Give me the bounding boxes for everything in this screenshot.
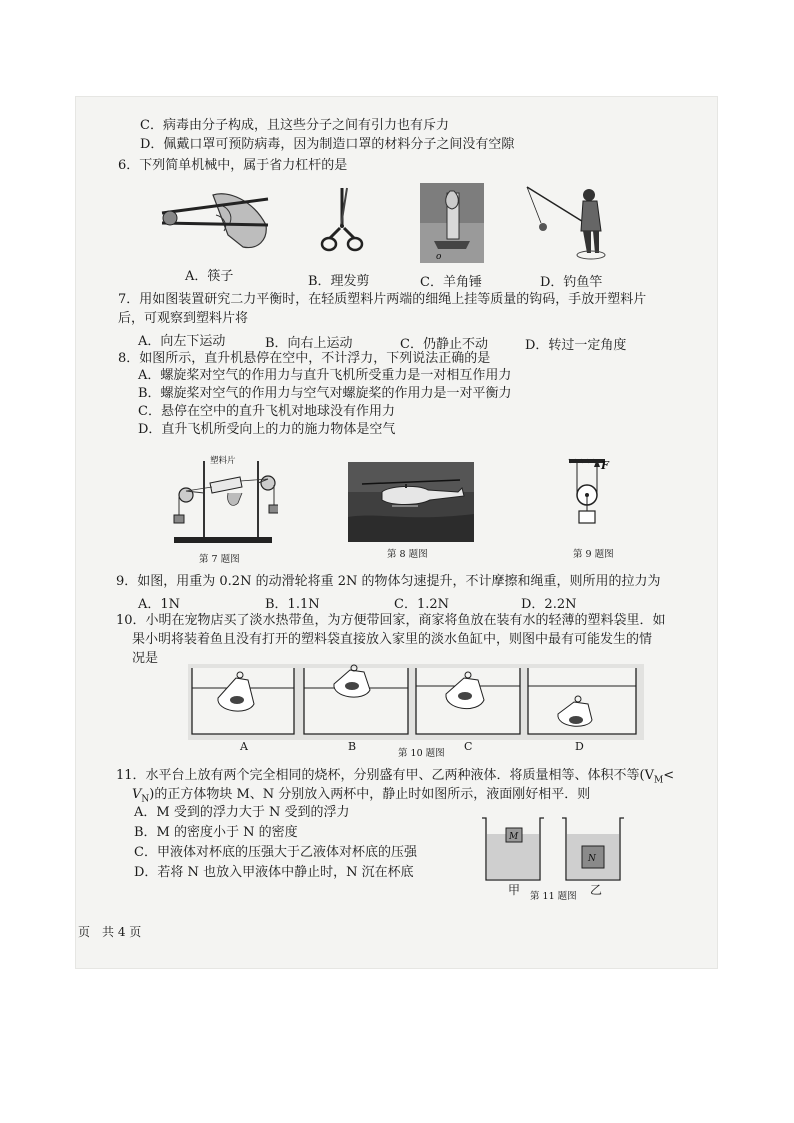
tank-a bbox=[192, 668, 294, 734]
page-footer: 页 共 4 页 bbox=[78, 925, 142, 939]
q11-line1: 11．水平台上放有两个完全相同的烧杯，分别盛有甲、乙两种液体．将质量相等、体积不等($V_M<$ bbox=[116, 768, 675, 786]
q7-stem-line1: 7．用如图装置研究二力平衡时，在轻质塑料片两端的细绳上挂等质量的钩码，手放开塑料片 bbox=[118, 292, 647, 307]
q7-option-a: A．向左下运动 bbox=[138, 334, 226, 349]
beaker-left-label: 甲 bbox=[508, 883, 521, 897]
q8-option-b: B．螺旋桨对空气的作用力与空气对螺旋桨的作用力是一对平衡力 bbox=[138, 386, 512, 401]
q9-stem: 9．如图，用重为 0.2N 的动滑轮将重 2N 的物体匀速提升，不计摩擦和绳重，则所用的拉力为 bbox=[116, 574, 661, 589]
fig8-helicopter-photo bbox=[348, 462, 474, 542]
q9-option-a: A．1N bbox=[138, 597, 181, 612]
q10-line2: 果小明将装着鱼且没有打开的塑料袋直接放入家里的淡水鱼缸中，则图中最有可能发生的情 bbox=[132, 632, 653, 647]
q6-option-c: C．羊角锤 bbox=[420, 275, 482, 290]
q11-option-d: D．若将 N 也放入甲液体中静止时，N 沉在杯底 bbox=[134, 865, 414, 880]
q8-stem: 8．如图所示，直升机悬停在空中，不计浮力，下列说法正确的是 bbox=[118, 351, 491, 366]
q5-option-d: D．佩戴口罩可预防病毒，因为制造口罩的材料分子之间没有空隙 bbox=[140, 137, 515, 152]
fig10-caption: 第 10 题图 bbox=[398, 748, 445, 759]
q6-option-d: D．钓鱼竿 bbox=[540, 275, 603, 290]
q11-option-c: C．甲液体对杯底的压强大于乙液体对杯底的压强 bbox=[134, 845, 417, 860]
q6-option-b: B．理发剪 bbox=[308, 274, 370, 289]
q6-option-a: A．筷子 bbox=[185, 269, 234, 284]
fig10-label-d: D bbox=[575, 740, 584, 753]
scissors-figure bbox=[320, 186, 364, 256]
fig9-pulley bbox=[565, 455, 617, 545]
fishing-rod-figure bbox=[525, 183, 609, 261]
fig7-caption: 第 7 题图 bbox=[199, 554, 240, 565]
fig10-fish-tanks bbox=[188, 664, 644, 740]
block-m-label: M bbox=[509, 832, 519, 842]
q8-option-c: C．悬停在空中的直升飞机对地球没有作用力 bbox=[138, 404, 395, 419]
q5-option-c: C．病毒由分子构成，且这些分子之间有引力也有斥力 bbox=[140, 118, 449, 133]
tank-c bbox=[416, 668, 520, 734]
fig11-beakers bbox=[478, 814, 634, 886]
fig9-caption: 第 9 题图 bbox=[573, 549, 614, 560]
q7-option-b: B．向右上运动 bbox=[265, 336, 353, 351]
q7-option-d: D．转过一定角度 bbox=[525, 338, 627, 353]
q7-stem-line2: 后，可观察到塑料片将 bbox=[118, 311, 249, 326]
q10-line1: 10．小明在宠物店买了淡水热带鱼，为方便带回家，商家将鱼放在装有水的轻薄的塑料袋里．如 bbox=[116, 613, 666, 628]
beaker-right-label: 乙 bbox=[590, 883, 603, 897]
tank-d bbox=[528, 668, 636, 734]
beaker-yi bbox=[562, 818, 624, 880]
q9-option-b: B．1.1N bbox=[265, 597, 320, 612]
fig11-caption: 第 11 题图 bbox=[530, 891, 577, 902]
fig10-label-a: A bbox=[240, 740, 248, 753]
claw-hammer-figure bbox=[420, 183, 484, 263]
fig8-caption: 第 8 题图 bbox=[387, 549, 428, 560]
q6-stem: 6．下列简单机械中，属于省力杠杆的是 bbox=[118, 158, 348, 173]
beaker-jia bbox=[482, 818, 544, 880]
hammer-pivot-label: o bbox=[436, 252, 442, 262]
fig9-force-label: F bbox=[601, 459, 609, 472]
q8-option-a: A．螺旋桨对空气的作用力与直升飞机所受重力是一对相互作用力 bbox=[138, 368, 512, 383]
fig10-label-c: C bbox=[464, 740, 473, 753]
q9-option-c: C．1.2N bbox=[394, 597, 449, 612]
fig10-label-b: B bbox=[348, 740, 357, 753]
fig7-plastic-label: 塑料片 bbox=[210, 456, 236, 466]
q11-option-b: B．M 的密度小于 N 的密度 bbox=[134, 825, 298, 840]
block-n-label: N bbox=[588, 854, 596, 864]
q7-option-c: C．仍静止不动 bbox=[400, 337, 488, 352]
q8-option-d: D．直升飞机所受向上的力的施力物体是空气 bbox=[138, 422, 396, 437]
q11-vn-subscript: N bbox=[141, 794, 150, 805]
fig7-balance-apparatus bbox=[168, 453, 278, 545]
chopsticks-figure bbox=[158, 185, 270, 255]
q11-line2: $V_N$)的正方体物块 M、N 分别放入两杯中，静止时如图所示，液面刚好相平．则 bbox=[132, 787, 591, 805]
q10-line3: 况是 bbox=[132, 651, 159, 666]
q9-option-d: D．2.2N bbox=[521, 597, 577, 612]
q11-option-a: A．M 受到的浮力大于 N 受到的浮力 bbox=[134, 805, 350, 820]
tank-b bbox=[304, 665, 408, 734]
q11-vm-subscript: M bbox=[654, 775, 664, 786]
